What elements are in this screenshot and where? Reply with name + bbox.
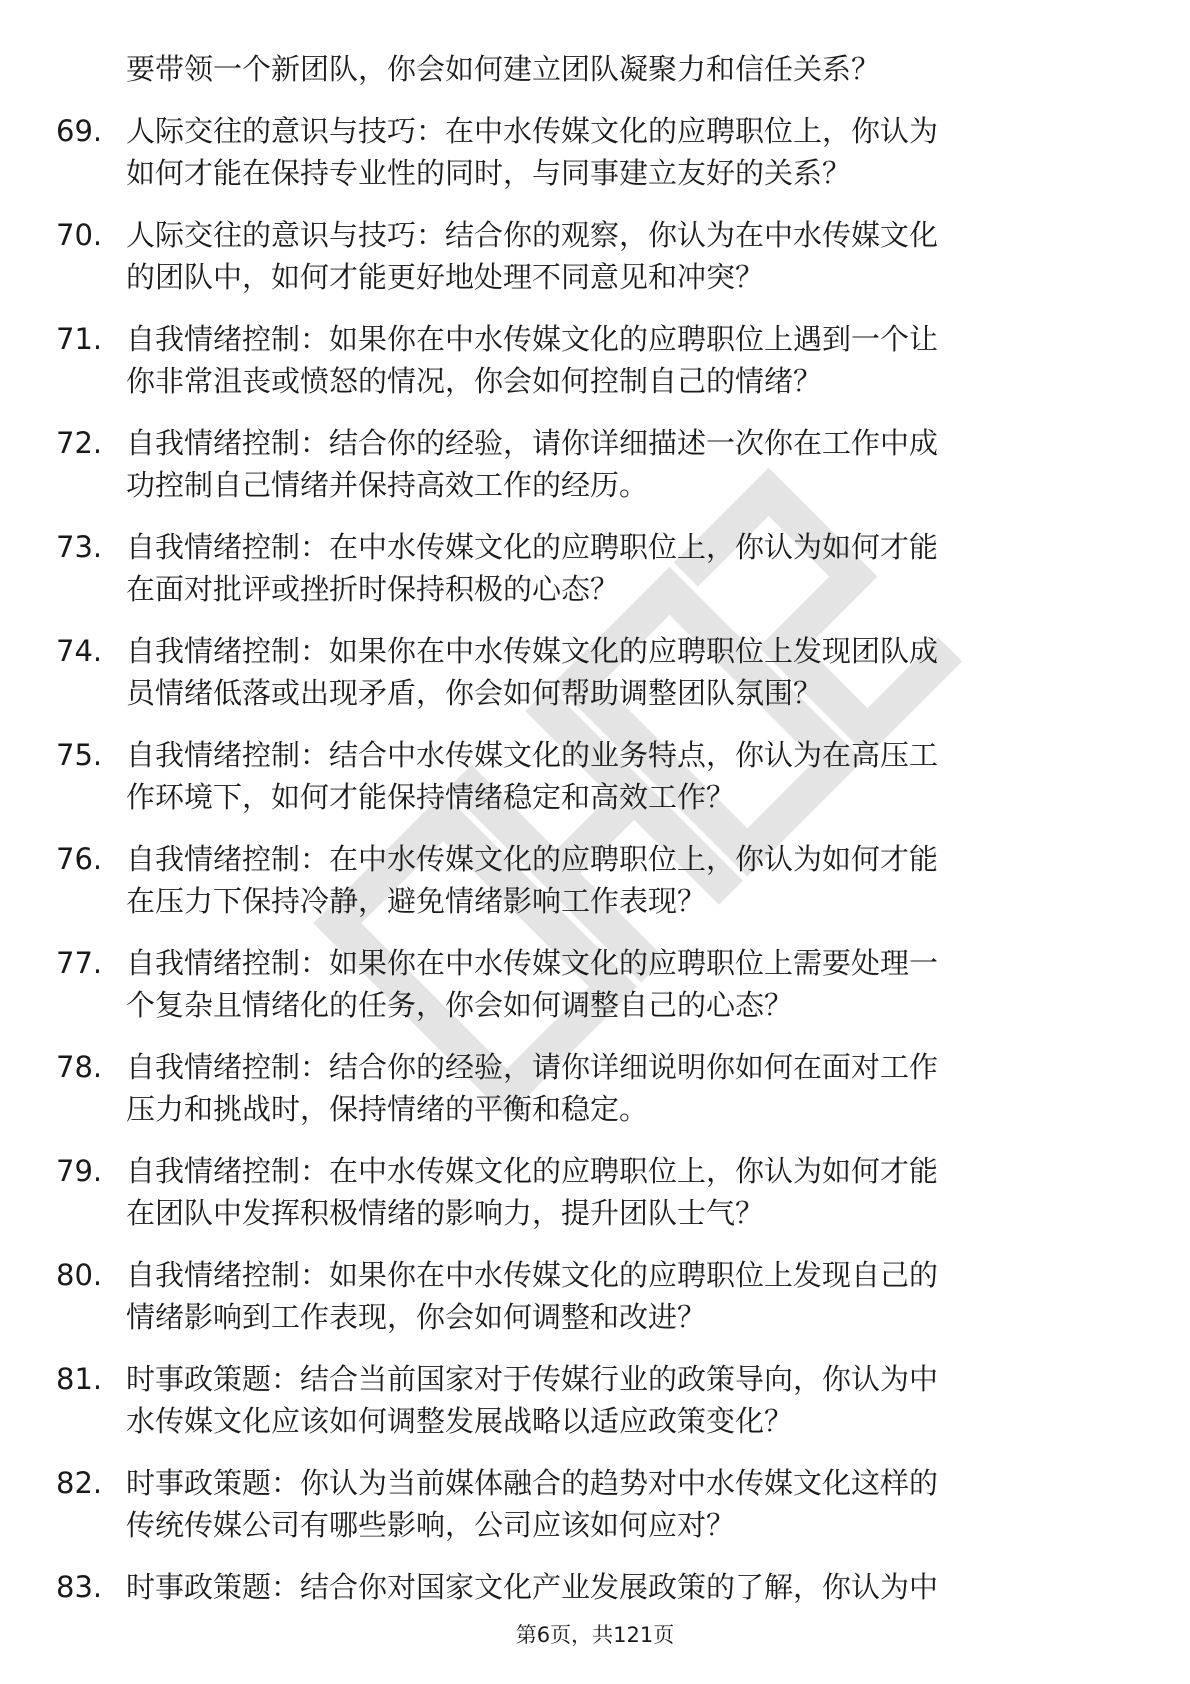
- question-number: 70.: [56, 218, 103, 252]
- question-item: [56, 1046, 1106, 1130]
- question-item: [56, 1150, 1106, 1234]
- question-number: 82.: [56, 1466, 103, 1500]
- question-number: 78.: [56, 1050, 103, 1084]
- question-item: [56, 110, 1106, 194]
- question-item: [56, 1462, 1106, 1546]
- question-number: 73.: [56, 530, 103, 564]
- question-item: [56, 838, 1106, 922]
- question-number: 76.: [56, 842, 103, 876]
- question-item: [56, 630, 1106, 714]
- question-number: 75.: [56, 738, 103, 772]
- question-text: 人际交往的意识与技巧：在中水传媒文化的应聘职位上，你认为 如何才能在保持专业性的同时，与同事建立友好的关系？: [126, 114, 939, 190]
- question-number: 74.: [56, 634, 103, 668]
- question-text: 时事政策题：结合当前国家对于传媒行业的政策导向，你认为中 水传媒文化应该如何调整发展战略以适应政策变化？: [126, 1362, 939, 1438]
- question-item: [56, 734, 1106, 818]
- question-number: 69.: [56, 114, 103, 148]
- question-item: [56, 1254, 1106, 1338]
- question-number: 71.: [56, 322, 103, 356]
- question-item: [56, 526, 1106, 610]
- question-number: 79.: [56, 1154, 103, 1188]
- question-continuation: 要带领一个新团队，你会如何建立团队凝聚力和信任关系？: [126, 52, 881, 86]
- question-text: 自我情绪控制：如果你在中水传媒文化的应聘职位上遇到一个让 你非常沮丧或愤怒的情况，你会如何控制自己的情绪？: [126, 322, 939, 398]
- question-item: [56, 214, 1106, 298]
- question-text: 自我情绪控制：如果你在中水传媒文化的应聘职位上发现自己的 情绪影响到工作表现，你会如何调整和改进？: [126, 1258, 939, 1334]
- question-item: [56, 1358, 1106, 1442]
- question-text: 时事政策题：你认为当前媒体融合的趋势对中水传媒文化这样的 传统传媒公司有哪些影响，公司应该如何应对？: [126, 1466, 939, 1542]
- question-text: 自我情绪控制：在中水传媒文化的应聘职位上，你认为如何才能 在面对批评或挫折时保持积极的心态？: [126, 530, 939, 606]
- question-text: 自我情绪控制：在中水传媒文化的应聘职位上，你认为如何才能 在压力下保持冷静，避免情绪影响工作表现？: [126, 842, 939, 918]
- question-list: [56, 48, 1106, 1628]
- question-number: 77.: [56, 946, 103, 980]
- question-text: 时事政策题：结合你对国家文化产业发展政策的了解，你认为中: [126, 1570, 939, 1604]
- question-text: 自我情绪控制：如果你在中水传媒文化的应聘职位上需要处理一 个复杂且情绪化的任务，你会如何调整自己的心态？: [126, 946, 939, 1022]
- question-number: 81.: [56, 1362, 103, 1396]
- question-number: 83.: [56, 1570, 103, 1604]
- question-text: 自我情绪控制：结合中水传媒文化的业务特点，你认为在高压工 作环境下，如何才能保持情绪稳定和高效工作？: [126, 738, 939, 814]
- question-item: [56, 1566, 1106, 1608]
- page-footer: 第6页，共121页: [515, 1623, 675, 1647]
- question-item: [56, 942, 1106, 1026]
- question-text: 自我情绪控制：如果你在中水传媒文化的应聘职位上发现团队成 员情绪低落或出现矛盾，你会如何帮助调整团队氛围？: [126, 634, 939, 710]
- question-item: [56, 318, 1106, 402]
- question-text: 自我情绪控制：结合你的经验，请你详细描述一次你在工作中成 功控制自己情绪并保持高效工作的经历。: [126, 426, 939, 502]
- question-item: [56, 422, 1106, 506]
- question-number: 72.: [56, 426, 103, 460]
- question-text: 自我情绪控制：结合你的经验，请你详细说明你如何在面对工作 压力和挑战时，保持情绪的平衡和稳定。: [126, 1050, 939, 1126]
- question-text: 人际交往的意识与技巧：结合你的观察，你认为在中水传媒文化 的团队中，如何才能更好地处理不同意见和冲突？: [126, 218, 939, 294]
- question-text: 自我情绪控制：在中水传媒文化的应聘职位上，你认为如何才能 在团队中发挥积极情绪的影响力，提升团队士气？: [126, 1154, 939, 1230]
- question-number: 80.: [56, 1258, 103, 1292]
